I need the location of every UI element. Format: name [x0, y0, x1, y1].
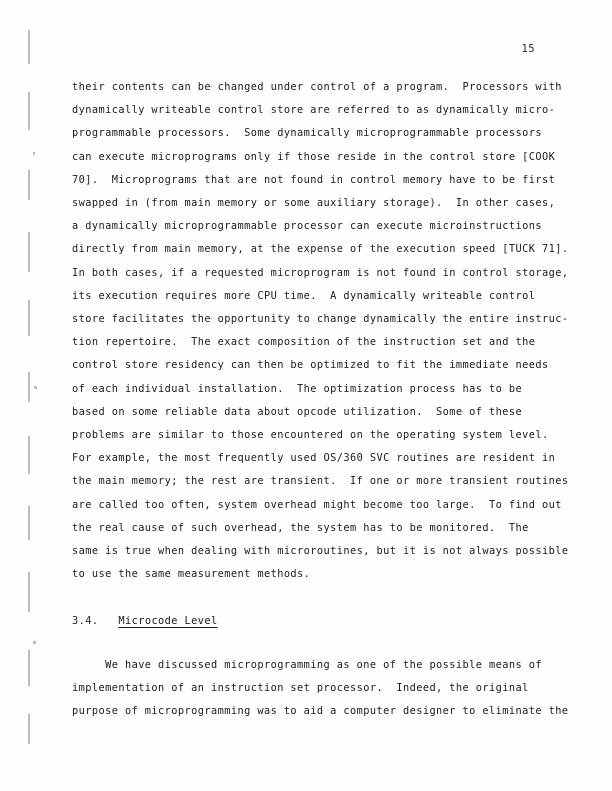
text-line: to use the same measurement methods. — [72, 568, 311, 581]
text-line: its execution requires more CPU time. A dynamically writeable control — [72, 289, 536, 302]
text-line: store facilitates the opportunity to change dynamically the entire instruc- — [72, 313, 569, 326]
document-body — [72, 76, 569, 723]
text-line: dynamically writeable control store are referred to as dynamically micro- — [72, 104, 556, 117]
scan-edge-marks — [0, 0, 34, 791]
text-line: of each individual installation. The optimization process has to be — [72, 382, 523, 395]
paragraph-1 — [72, 76, 569, 586]
text-line: same is true when dealing with microroutines, but it is not always possible — [72, 545, 569, 558]
text-line: For example, the most frequently used OS/360 SVC routines are resident in — [72, 452, 556, 465]
text-line: a dynamically microprogrammable processor can execute microinstructions — [72, 220, 542, 233]
text-line: their contents can be changed under control of a program. Processors with — [72, 81, 562, 93]
text-line: are called too often, system overhead might become too large. To find out — [72, 498, 562, 511]
section-number: 3.4. — [72, 615, 99, 628]
page-number: 15 — [521, 43, 535, 55]
section-title: Microcode Level — [118, 615, 218, 628]
text-line: based on some reliable data about opcode utilization. Some of these — [72, 405, 523, 418]
paragraph-2 — [72, 654, 569, 724]
text-line: In both cases, if a requested microprogram is not found in control storage, — [72, 266, 569, 279]
text-line: implementation of an instruction set processor. Indeed, the original — [72, 681, 529, 694]
text-line: the main memory; the rest are transient. If one or more transient routines — [72, 475, 569, 488]
text-line: 70]. Microprograms that are not found in control memory have to be first — [72, 173, 556, 186]
text-line: tion repertoire. The exact composition of the instruction set and the — [72, 336, 536, 349]
text-line: the real cause of such overhead, the system has to be monitored. The — [72, 521, 529, 534]
text-line: control store residency can then be optimized to fit the immediate needs — [72, 359, 549, 372]
text-line: directly from main memory, at the expense of the execution speed [TUCK 71]. — [72, 243, 569, 256]
text-line: swapped in (from main memory or some auxiliary storage). In other cases, — [72, 197, 556, 210]
text-line: programmable processors. Some dynamically microprogrammable processors — [72, 127, 542, 140]
text-line: problems are similar to those encountered on the operating system level. — [72, 429, 549, 442]
text-line: We have discussed microprogramming as one of the possible means of — [72, 658, 542, 671]
text-line: purpose of microprogramming was to aid a computer designer to eliminate the — [72, 705, 569, 718]
section-heading — [72, 610, 540, 633]
text-line: can execute microprograms only if those reside in the control store [COOK — [72, 150, 556, 163]
